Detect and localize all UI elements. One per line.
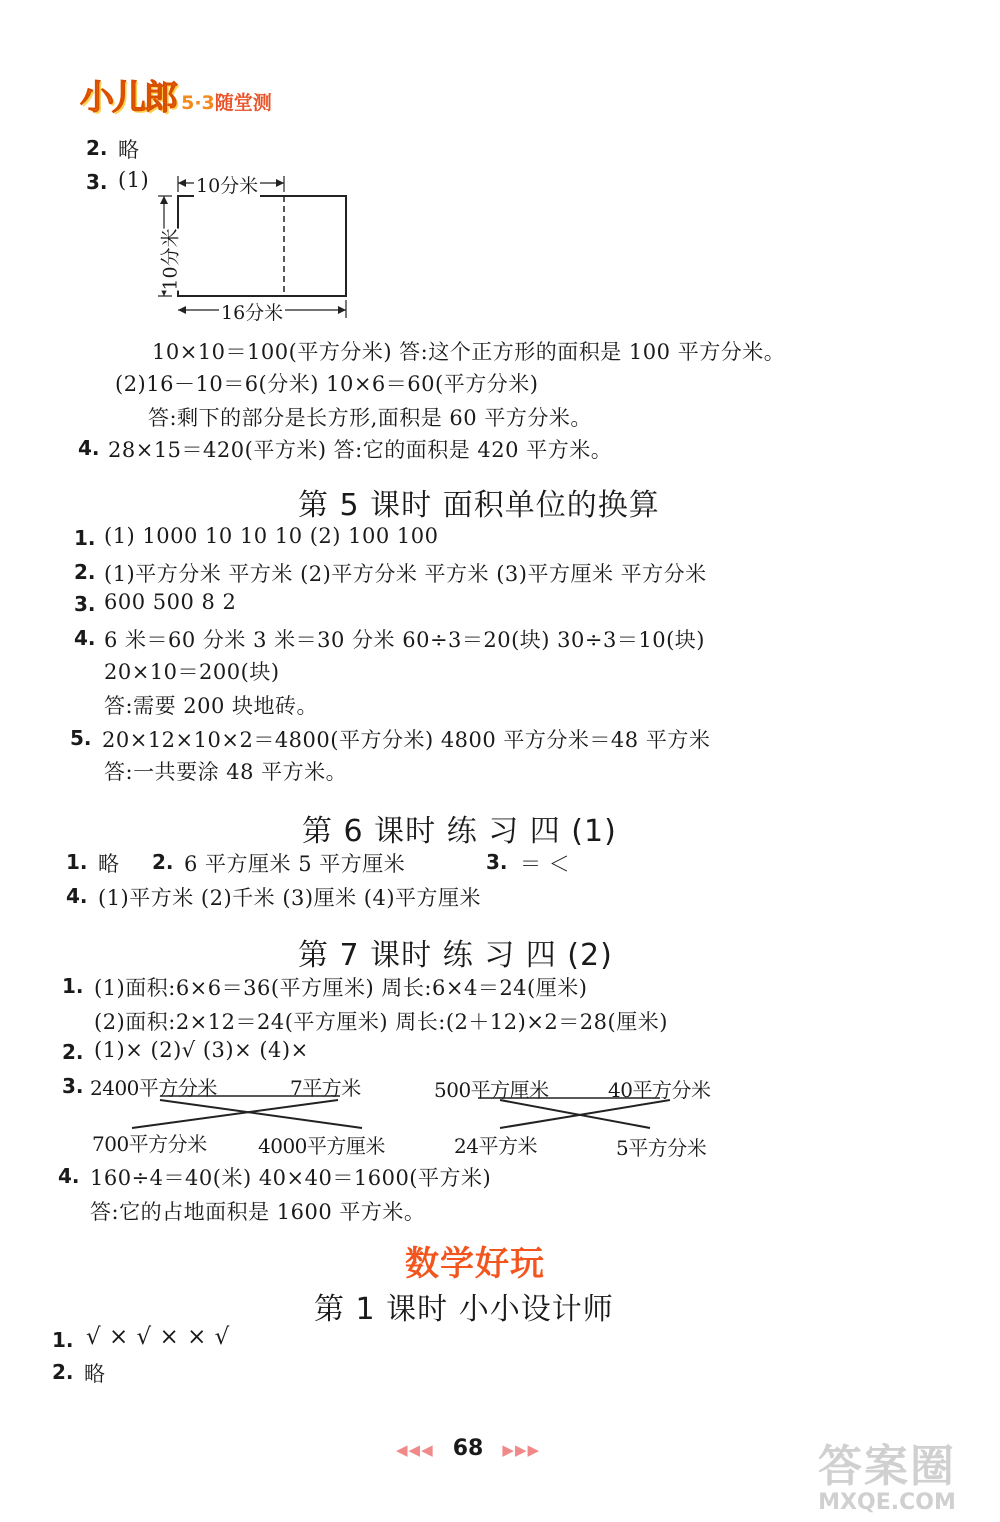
lesson7-title: 第 7 课时 练 习 四 (2) <box>298 938 613 973</box>
l7-q2-answer: (1)× (2)√ (3)× (4)× <box>94 1038 309 1062</box>
mf-q1-answer: √ × √ × × √ <box>86 1324 230 1350</box>
l5-q3-number: 3. <box>74 592 96 616</box>
l7-q2-number: 2. <box>62 1040 84 1064</box>
watermark-url: MXQE.COM <box>818 1490 956 1515</box>
match-top-item: 500平方厘米 <box>434 1078 549 1102</box>
mf-q2-answer: 略 <box>84 1362 106 1386</box>
l6-q4-answer: (1)平方米 (2)千米 (3)厘米 (4)平方厘米 <box>98 886 482 910</box>
q4-answer: 28×15＝420(平方米) 答:它的面积是 420 平方米。 <box>108 438 613 462</box>
l6-q1-number: 1. <box>66 850 88 874</box>
q3-part-label: (1) <box>118 168 150 192</box>
l5-q1-answer: (1) 1000 10 10 10 (2) 100 100 <box>104 524 439 548</box>
q3-number: 3. <box>86 170 108 194</box>
l5-q4-line1: 6 米＝60 分米 3 米＝30 分米 60÷3＝20(块) 30÷3＝10(块) <box>104 628 705 652</box>
figure-top-label: 10分米 <box>194 171 260 198</box>
page-number: 68 <box>452 1436 484 1461</box>
math-fun-banner: 数学好玩 <box>405 1244 545 1284</box>
l7-q1-number: 1. <box>62 974 84 998</box>
l6-q2-number: 2. <box>152 850 174 874</box>
q4-number: 4. <box>78 436 100 460</box>
mf-q2-number: 2. <box>52 1360 74 1384</box>
q2-number: 2. <box>86 136 108 160</box>
l7-q1-line1: (1)面积:6×6＝36(平方厘米) 周长:6×4＝24(厘米) <box>94 976 588 1000</box>
l6-q1-answer: 略 <box>98 852 120 876</box>
match-bottom-item: 4000平方厘米 <box>258 1134 385 1158</box>
match-bottom-item: 5平方分米 <box>616 1136 707 1160</box>
l5-q2-number: 2. <box>74 560 96 584</box>
l6-q4-number: 4. <box>66 884 88 908</box>
lesson6-title: 第 6 课时 练 习 四 (1) <box>302 814 617 849</box>
l6-q3-answer: ＝ ＜ <box>520 852 571 876</box>
q2-answer: 略 <box>118 138 140 162</box>
l7-q1-line2: (2)面积:2×12＝24(平方厘米) 周长:(2＋12)×2＝28(厘米) <box>94 1010 668 1034</box>
q3-line1: 10×10＝100(平方分米) 答:这个正方形的面积是 100 平方分米。 <box>152 340 786 364</box>
lesson5-title: 第 5 课时 面积单位的换算 <box>298 488 660 523</box>
mf-q1-number: 1. <box>52 1328 74 1352</box>
match-top-item: 40平方分米 <box>608 1078 711 1102</box>
match-bottom-item: 700平方分米 <box>92 1132 207 1156</box>
figure-bottom-label: 16分米 <box>219 298 285 325</box>
math-fun-title: 第 1 课时 小小设计师 <box>314 1292 614 1327</box>
figure-left-label: 10分米 <box>156 228 183 290</box>
l5-q5-line1: 20×12×10×2＝4800(平方分米) 4800 平方分米＝48 平方米 <box>102 728 711 752</box>
l5-q4-line3: 答:需要 200 块地砖。 <box>104 694 319 718</box>
l6-q2-answer: 6 平方厘米 5 平方厘米 <box>184 852 406 876</box>
page-indicator <box>396 1436 540 1461</box>
match-top-item: 2400平方分米 <box>90 1076 217 1100</box>
watermark <box>818 1430 956 1515</box>
q3-line2: (2)16－10＝6(分米) 10×6＝60(平方分米) <box>115 372 539 396</box>
logo-main: 小儿郎 <box>80 78 176 118</box>
l7-q4-number: 4. <box>58 1164 80 1188</box>
l7-q4-line1: 160÷4＝40(米) 40×40＝1600(平方米) <box>90 1166 492 1190</box>
l5-q4-number: 4. <box>74 626 96 650</box>
prev-arrows-icon: ◀◀◀ <box>396 1441 434 1459</box>
l5-q4-line2: 20×10＝200(块) <box>104 660 280 684</box>
l5-q5-number: 5. <box>70 726 92 750</box>
next-arrows-icon: ▶▶▶ <box>502 1441 541 1459</box>
l6-q3-number: 3. <box>486 850 508 874</box>
l5-q5-line2: 答:一共要涂 48 平方米。 <box>104 760 348 784</box>
l5-q1-number: 1. <box>74 526 96 550</box>
l5-q3-answer: 600 500 8 2 <box>104 590 237 614</box>
watermark-text: 答案圈 <box>818 1441 956 1492</box>
logo-subtitle: 随堂测 <box>214 92 272 114</box>
l5-q2-answer: (1)平方分米 平方米 (2)平方分米 平方米 (3)平方厘米 平方分米 <box>104 562 707 586</box>
match-top-item: 7平方米 <box>290 1076 361 1100</box>
logo-number: 5·3 <box>181 92 215 114</box>
l7-q3-number: 3. <box>62 1074 84 1098</box>
l7-q4-line2: 答:它的占地面积是 1600 平方米。 <box>90 1200 426 1224</box>
q3-line3: 答:剩下的部分是长方形,面积是 60 平方分米。 <box>148 406 592 430</box>
match-bottom-item: 24平方米 <box>454 1134 537 1158</box>
